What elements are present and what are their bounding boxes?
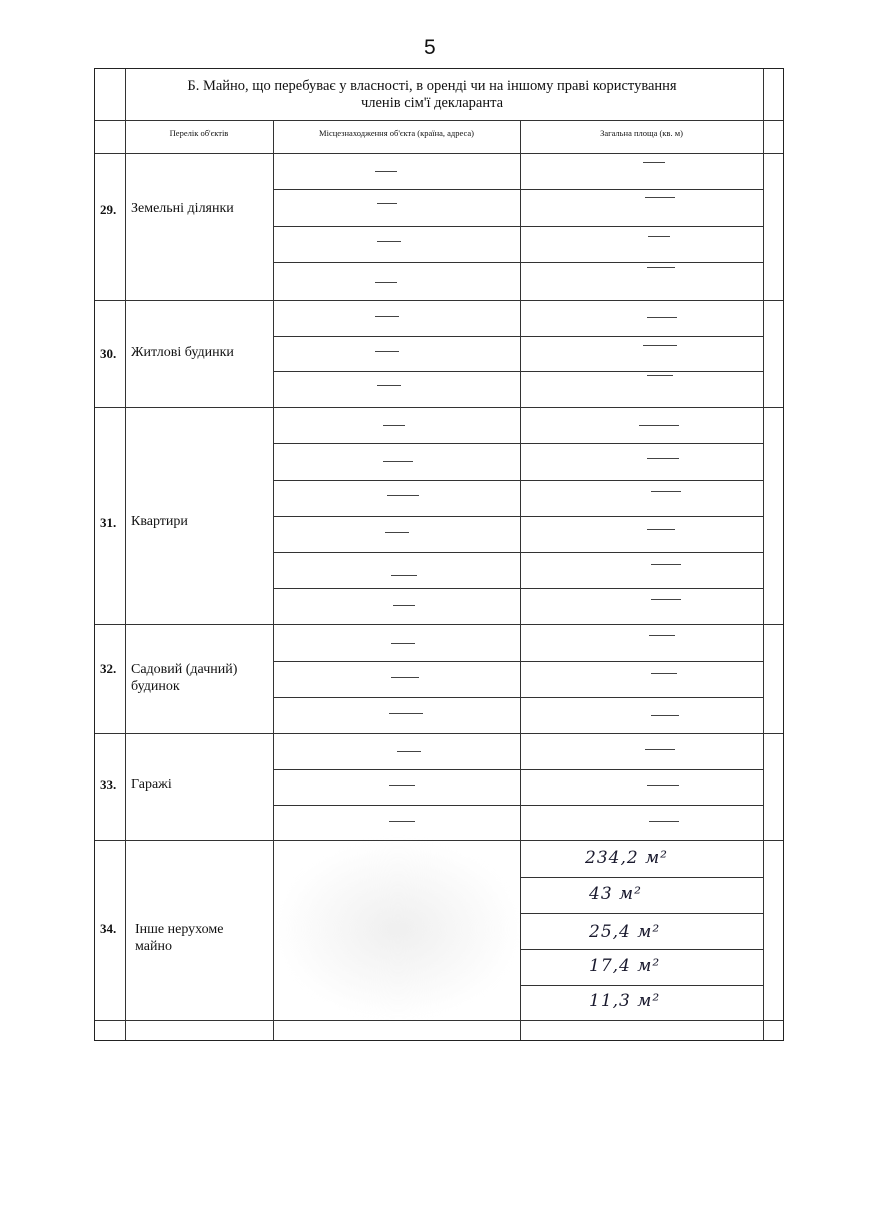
empty-dash — [389, 713, 423, 714]
empty-dash — [377, 385, 401, 386]
area-value-1: 234,2 м² — [585, 848, 668, 868]
section-heading — [127, 78, 737, 112]
empty-dash — [389, 821, 415, 822]
empty-dash — [375, 282, 397, 283]
empty-dash — [389, 785, 415, 786]
empty-dash — [647, 317, 677, 318]
row-number-34: 34. — [100, 921, 117, 936]
row-number-31: 31. — [100, 515, 117, 530]
empty-dash — [643, 162, 665, 163]
row-number-29: 29. — [100, 202, 117, 217]
row-label-garages: Гаражі — [131, 777, 172, 792]
empty-dash — [647, 375, 673, 376]
empty-dash — [385, 532, 409, 533]
row-label-garden-house: Садовий (дачний) будинок — [131, 662, 238, 694]
empty-dash — [393, 605, 415, 606]
empty-dash — [383, 461, 413, 462]
empty-dash — [651, 715, 679, 716]
empty-dash — [391, 643, 415, 644]
section-heading-line2: членів сім'ї декларанта — [360, 95, 504, 111]
row-label-apartments: Квартири — [131, 514, 188, 529]
empty-dash — [645, 749, 675, 750]
empty-dash — [645, 197, 675, 198]
empty-dash — [649, 821, 679, 822]
area-value-3: 25,4 м² — [589, 922, 661, 942]
row-label-other-property: Інше нерухоме майно — [135, 922, 224, 954]
redacted-addresses — [275, 839, 521, 1019]
empty-dash — [651, 564, 681, 565]
column-header-location: Місцезнаходження об'єкта (країна, адреса) — [319, 128, 474, 138]
row-number-32: 32. — [100, 661, 117, 676]
empty-dash — [649, 635, 675, 636]
property-table — [94, 68, 784, 1041]
section-heading-line1: Б. Майно, що перебуває у власності, в оренді чи на іншому праві користування — [187, 78, 677, 94]
empty-dash — [375, 171, 397, 172]
empty-dash — [383, 425, 405, 426]
column-header-objects: Перелік об'єктів — [169, 128, 229, 138]
empty-dash — [397, 751, 421, 752]
empty-dash — [647, 267, 675, 268]
empty-dash — [391, 575, 417, 576]
row-number-30: 30. — [100, 346, 117, 361]
column-header-area: Загальна площа (кв. м) — [600, 128, 683, 138]
empty-dash — [648, 236, 670, 237]
empty-dash — [377, 241, 401, 242]
empty-dash — [375, 316, 399, 317]
area-value-2: 43 м² — [589, 884, 642, 904]
row-label-land: Земельні ділянки — [131, 201, 234, 216]
empty-dash — [651, 599, 681, 600]
empty-dash — [651, 491, 681, 492]
empty-dash — [647, 529, 675, 530]
row-number-33: 33. — [100, 777, 117, 792]
empty-dash — [377, 203, 397, 204]
area-value-5: 11,3 м² — [589, 991, 661, 1011]
empty-dash — [643, 345, 677, 346]
page-number: 5 — [424, 36, 436, 59]
empty-dash — [651, 673, 677, 674]
empty-dash — [647, 458, 679, 459]
empty-dash — [639, 425, 679, 426]
empty-dash — [391, 677, 419, 678]
row-label-houses: Житлові будинки — [131, 345, 234, 360]
empty-dash — [375, 351, 399, 352]
area-value-4: 17,4 м² — [589, 956, 661, 976]
empty-dash — [647, 785, 679, 786]
empty-dash — [387, 495, 419, 496]
